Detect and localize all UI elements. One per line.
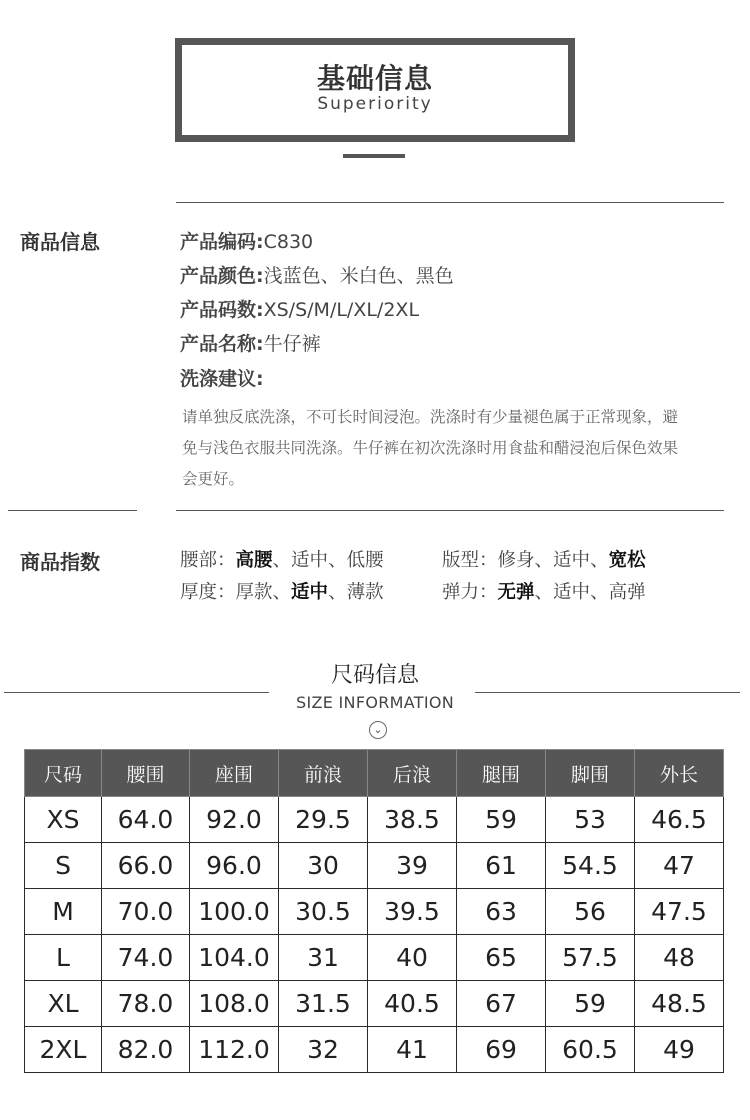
table-cell: XS [25,797,102,843]
index-option: 适中 [291,550,329,571]
table-cell: L [25,935,102,981]
table-row [25,1027,724,1073]
table-cell: 39.5 [368,889,457,935]
index-option: 高弹 [608,582,646,603]
info-key: 产品颜色: [180,265,264,287]
table-cell: 46.5 [635,797,724,843]
table-cell: 48 [635,935,724,981]
info-row-name [180,329,321,356]
table-row [25,889,724,935]
index-separator: 、 [590,550,609,571]
index-option: 修身 [497,550,535,571]
column-header: 腰围 [102,750,190,797]
care-instructions: 请单独反底洗涤，不可长时间浸泡。洗涤时有少量褪色属于正常现象，避免与浅色衣服共同洗涤。牛仔裤在初次洗涤时用食盐和醋浸泡后保色效果会更好。 [182,408,679,488]
table-cell: 78.0 [102,981,190,1027]
column-header: 座围 [190,750,279,797]
table-cell: 61 [457,843,546,889]
table-row [25,981,724,1027]
info-key: 产品码数: [180,299,264,321]
table-cell: 96.0 [190,843,279,889]
table-cell: 100.0 [190,889,279,935]
table-cell: 49 [635,1027,724,1073]
product-index-label: 商品指数 [20,550,100,574]
index-option: 厚款 [235,582,273,603]
divider-line [176,510,724,511]
table-cell: 30.5 [279,889,368,935]
table-header-row [25,750,724,797]
table-cell: 69 [457,1027,546,1073]
index-fit [442,546,646,572]
info-row-care [180,364,264,391]
index-key: 弹力： [442,582,498,603]
header-divider [343,154,405,158]
index-thickness [180,578,384,604]
table-row [25,935,724,981]
table-cell: 29.5 [279,797,368,843]
table-cell: 74.0 [102,935,190,981]
index-option-selected: 高腰 [235,550,273,571]
info-value: XS/S/M/L/XL/2XL [263,299,420,321]
header-subtitle: Superiority [317,94,433,114]
divider-line [8,510,137,511]
index-option-selected: 适中 [291,582,329,603]
info-row-color [180,261,454,288]
table-cell: 82.0 [102,1027,190,1073]
table-cell: 56 [546,889,635,935]
table-cell: 31.5 [279,981,368,1027]
column-header: 外长 [635,750,724,797]
table-cell: 40.5 [368,981,457,1027]
index-waist [180,546,384,572]
info-key: 洗涤建议: [180,368,264,390]
table-cell: 64.0 [102,797,190,843]
index-separator: 、 [590,582,609,603]
table-cell: 112.0 [190,1027,279,1073]
table-cell: 48.5 [635,981,724,1027]
index-option-selected: 宽松 [608,550,646,571]
table-cell: 65 [457,935,546,981]
table-cell: 60.5 [546,1027,635,1073]
index-separator: 、 [328,550,347,571]
table-cell: 32 [279,1027,368,1073]
info-key: 产品名称: [180,333,264,355]
info-key: 产品编码: [180,231,264,253]
table-row [25,797,724,843]
header-title: 基础信息 [316,62,433,95]
table-cell: M [25,889,102,935]
index-key: 腰部： [180,550,236,571]
table-cell: 92.0 [190,797,279,843]
column-header: 脚围 [546,750,635,797]
table-cell: 70.0 [102,889,190,935]
index-separator: 、 [328,582,347,603]
table-cell: 57.5 [546,935,635,981]
index-option: 薄款 [346,582,384,603]
table-cell: 47 [635,843,724,889]
index-key: 版型： [442,550,498,571]
index-elasticity [442,578,646,604]
table-cell: 47.5 [635,889,724,935]
index-separator: 、 [534,582,554,603]
info-row-code [180,227,313,254]
table-cell: S [25,843,102,889]
info-row-sizes [180,295,419,322]
table-cell: 104.0 [190,935,279,981]
index-option: 低腰 [346,550,384,571]
table-cell: XL [25,981,102,1027]
index-option: 适中 [553,550,591,571]
info-value: 浅蓝色、米白色、黑色 [263,265,454,287]
index-key: 厚度： [180,582,236,603]
table-cell: 59 [457,797,546,843]
table-cell: 59 [546,981,635,1027]
table-cell: 2XL [25,1027,102,1073]
table-cell: 38.5 [368,797,457,843]
table-cell: 67 [457,981,546,1027]
size-info-title: 尺码信息 [330,663,419,688]
index-separator: 、 [534,550,554,571]
table-cell: 31 [279,935,368,981]
table-row [25,843,724,889]
index-separator: 、 [272,550,292,571]
size-info-subtitle: SIZE INFORMATION [296,693,454,712]
index-separator: 、 [272,582,292,603]
info-value: C830 [263,231,314,253]
table-cell: 53 [546,797,635,843]
index-option: 适中 [553,582,591,603]
table-cell: 63 [457,889,546,935]
column-header: 尺码 [25,750,102,797]
table-cell: 30 [279,843,368,889]
info-value: 牛仔裤 [263,333,321,355]
table-cell: 66.0 [102,843,190,889]
chevron-down-circle-icon: ⌄ [369,721,387,739]
column-header: 后浪 [368,750,457,797]
divider-line [176,202,724,203]
size-table [24,749,724,1073]
index-option-selected: 无弹 [497,582,535,603]
table-cell: 39 [368,843,457,889]
column-header: 腿围 [457,750,546,797]
product-info-label: 商品信息 [20,230,100,254]
table-cell: 108.0 [190,981,279,1027]
table-cell: 54.5 [546,843,635,889]
table-cell: 40 [368,935,457,981]
column-header: 前浪 [279,750,368,797]
table-cell: 41 [368,1027,457,1073]
